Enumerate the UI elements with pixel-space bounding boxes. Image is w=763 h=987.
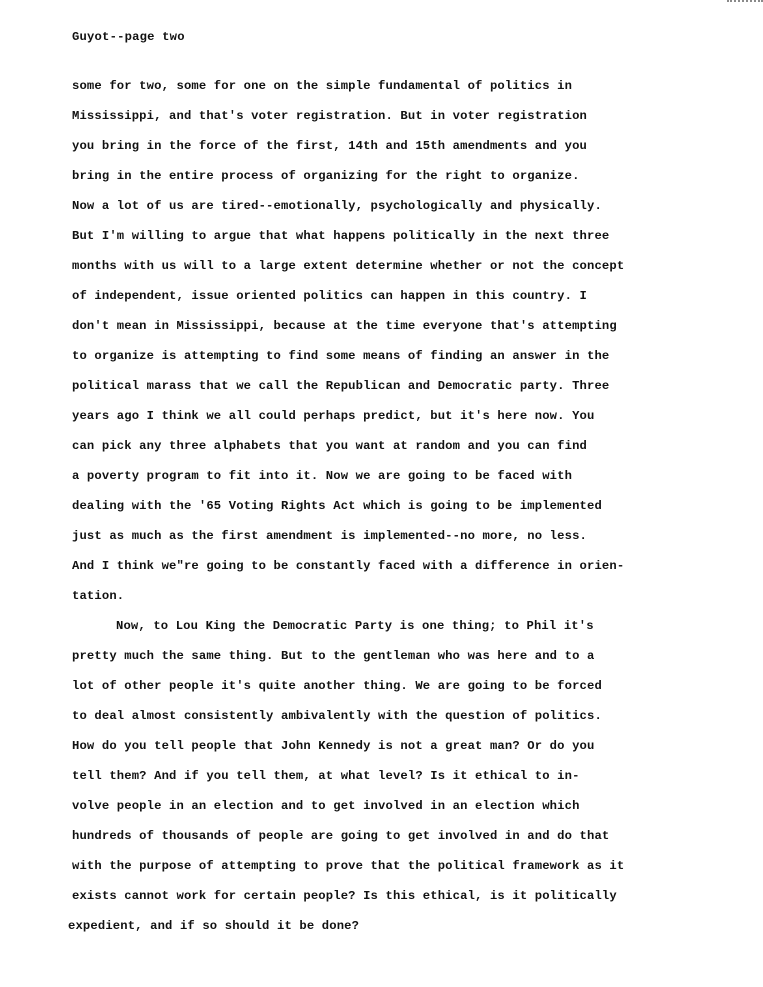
text-line: of independent, issue oriented politics can happen in this country. I bbox=[72, 289, 587, 303]
text-line: exists cannot work for certain people? Is this ethical, is it politically bbox=[72, 889, 617, 903]
text-line: years ago I think we all could perhaps predict, but it's here now. You bbox=[72, 409, 595, 423]
text-line: dealing with the '65 Voting Rights Act which is going to be implemented bbox=[72, 499, 602, 513]
text-line: a poverty program to fit into it. Now we are going to be faced with bbox=[72, 469, 573, 483]
text-line: But I'm willing to argue that what happens politically in the next three bbox=[72, 229, 610, 243]
text-line: months with us will to a large extent determine whether or not the concept bbox=[72, 259, 625, 273]
text-line: And I think we"re going to be constantly faced with a difference in orien- bbox=[72, 559, 625, 573]
text-line: Now a lot of us are tired--emotionally, psychologically and physically. bbox=[72, 199, 602, 213]
page-header: Guyot--page two bbox=[72, 30, 185, 44]
paragraph-first-line: Now, to Lou King the Democratic Party is one thing; to Phil it's bbox=[116, 619, 594, 633]
text-line: Mississippi, and that's voter registration. But in voter registration bbox=[72, 109, 587, 123]
text-line: political marass that we call the Republican and Democratic party. Three bbox=[72, 379, 610, 393]
text-line: bring in the entire process of organizing for the right to organize. bbox=[72, 169, 580, 183]
text-line: don't mean in Mississippi, because at the time everyone that's attempting bbox=[72, 319, 617, 333]
text-line: tation. bbox=[72, 589, 125, 603]
text-line: to deal almost consistently ambivalently with the question of politics. bbox=[72, 709, 602, 723]
text-line: expedient, and if so should it be done? bbox=[68, 919, 360, 933]
text-line: to organize is attempting to find some means of finding an answer in the bbox=[72, 349, 610, 363]
text-line: pretty much the same thing. But to the gentleman who was here and to a bbox=[72, 649, 595, 663]
text-line: with the purpose of attempting to prove that the political framework as it bbox=[72, 859, 625, 873]
text-line: lot of other people it's quite another thing. We are going to be forced bbox=[72, 679, 602, 693]
text-line: can pick any three alphabets that you want at random and you can find bbox=[72, 439, 587, 453]
text-line: volve people in an election and to get involved in an election which bbox=[72, 799, 580, 813]
text-line: How do you tell people that John Kennedy is not a great man? Or do you bbox=[72, 739, 595, 753]
text-line: some for two, some for one on the simple fundamental of politics in bbox=[72, 79, 573, 93]
text-line: you bring in the force of the first, 14th and 15th amendments and you bbox=[72, 139, 587, 153]
text-line: just as much as the first amendment is implemented--no more, no less. bbox=[72, 529, 587, 543]
text-line: tell them? And if you tell them, at what level? Is it ethical to in- bbox=[72, 769, 580, 783]
text-line: hundreds of thousands of people are going to get involved in and do that bbox=[72, 829, 610, 843]
